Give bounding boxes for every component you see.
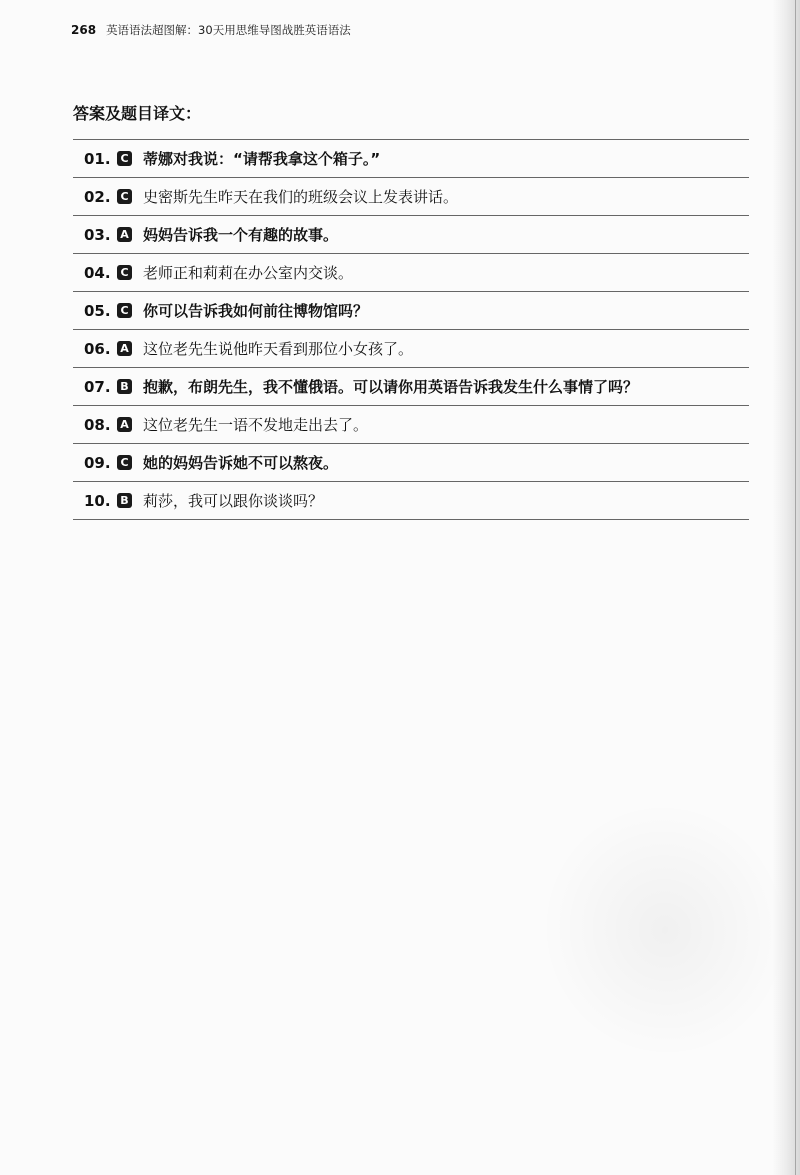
answer-row <box>73 178 749 216</box>
question-number: 04. <box>84 263 111 282</box>
translation-text: 妈妈告诉我一个有趣的故事。 <box>143 226 339 244</box>
translation-text: 这位老先生说他昨天看到那位小女孩了。 <box>143 340 414 358</box>
paper-smudge <box>506 768 800 1093</box>
question-number: 02. <box>84 187 111 206</box>
translation-text: 老师正和莉莉在办公室内交谈。 <box>143 264 354 282</box>
page-edge-line <box>795 0 796 1175</box>
question-number: 08. <box>84 415 111 434</box>
answer-row <box>73 444 749 482</box>
translation-text: 你可以告诉我如何前往博物馆吗？ <box>143 302 369 320</box>
answer-choice-badge: C <box>117 151 132 166</box>
question-number: 10. <box>84 491 111 510</box>
answer-row <box>73 482 749 520</box>
question-number: 01. <box>84 149 111 168</box>
question-number: 09. <box>84 453 111 472</box>
book-title: 英语语法超图解：30天用思维导图战胜英语语法 <box>106 23 351 37</box>
answer-row <box>73 292 749 330</box>
answer-choice-badge: A <box>117 227 132 242</box>
answer-choice-badge: A <box>117 341 132 356</box>
translation-text: 莉莎，我可以跟你谈谈吗？ <box>143 492 324 510</box>
answer-choice-badge: A <box>117 417 132 432</box>
answer-choice-badge: C <box>117 189 132 204</box>
answer-row <box>73 330 749 368</box>
translation-text: 蒂娜对我说：“请帮我拿这个箱子。” <box>143 150 381 168</box>
translation-text: 史密斯先生昨天在我们的班级会议上发表讲话。 <box>143 188 459 206</box>
answer-choice-badge: B <box>117 379 132 394</box>
answer-row <box>73 406 749 444</box>
answer-row <box>73 254 749 292</box>
translation-text: 抱歉，布朗先生，我不懂俄语。可以请你用英语告诉我发生什么事情了吗？ <box>143 378 639 396</box>
question-number: 03. <box>84 225 111 244</box>
answer-list <box>73 139 749 520</box>
translation-text: 这位老先生一语不发地走出去了。 <box>143 416 369 434</box>
answer-row <box>73 216 749 254</box>
answer-choice-badge: B <box>117 493 132 508</box>
answer-choice-badge: C <box>117 303 132 318</box>
answer-row <box>73 140 749 178</box>
page-number: 268 <box>71 23 97 37</box>
question-number: 06. <box>84 339 111 358</box>
question-number: 05. <box>84 301 111 320</box>
section-title: 答案及题目译文： <box>73 104 202 123</box>
translation-text: 她的妈妈告诉她不可以熬夜。 <box>143 454 339 472</box>
question-number: 07. <box>84 377 111 396</box>
answer-choice-badge: C <box>117 455 132 470</box>
answer-choice-badge: C <box>117 265 132 280</box>
answer-row <box>73 368 749 406</box>
page-header <box>71 22 351 38</box>
